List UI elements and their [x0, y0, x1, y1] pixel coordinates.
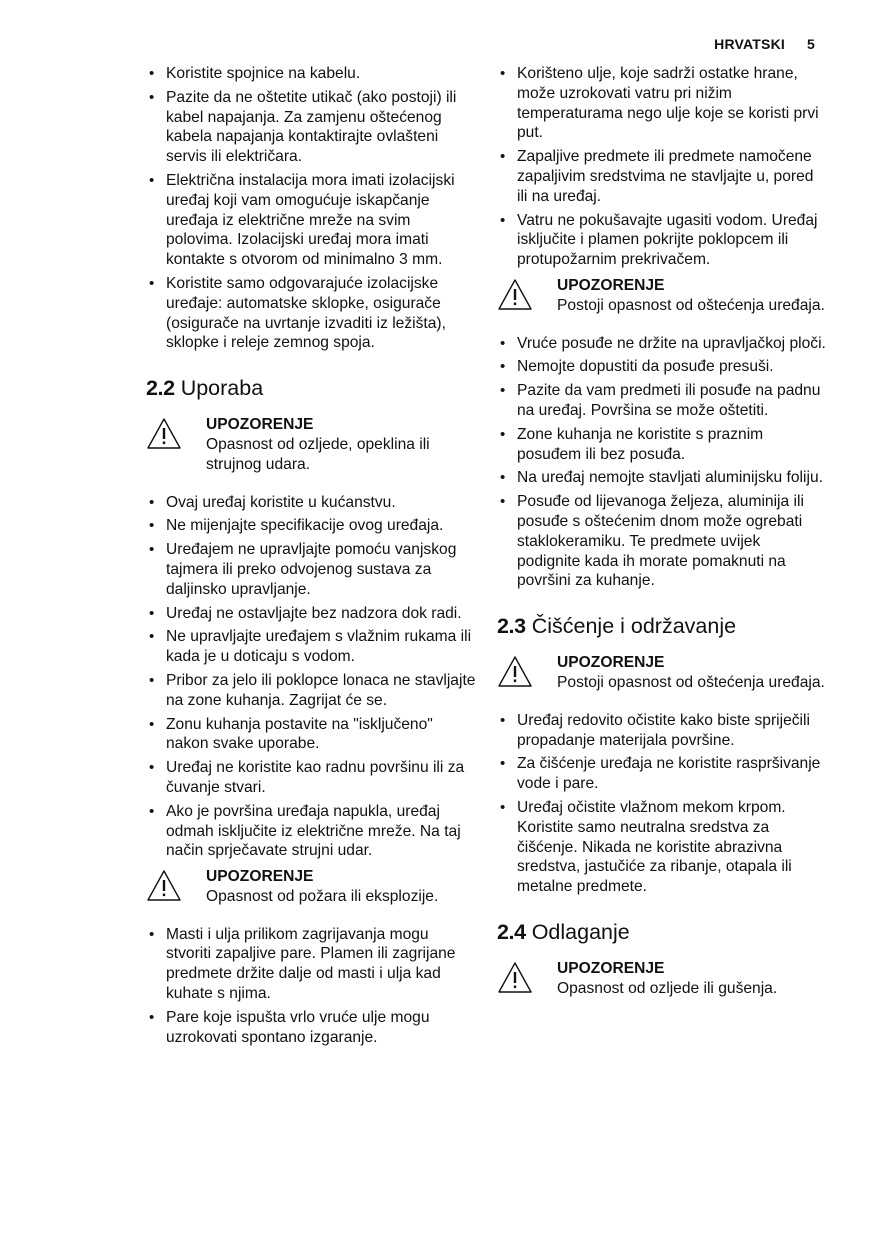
list-item: • Posuđe od lijevanoga željeza, aluminija ili posuđe s oštećenim dnom može ogrebati staklokeramiku. Te predmete uvijek podignite kada ih morate pomaknuti na površini za kuhanje. — [497, 492, 827, 591]
header-section: HRVATSKI — [714, 36, 785, 52]
list-item: • Uređajem ne upravljajte pomoću vanjskog tajmera ili preko odvojenog sustava za daljinsko upravljanje. — [146, 540, 476, 599]
list-item: • Vruće posuđe ne držite na upravljačkoj ploči. — [497, 334, 827, 354]
list-item: • Koristite spojnice na kabelu. — [146, 64, 476, 84]
list-item: • Zapaljive predmete ili predmete namočene zapaljivim sredstvima ne stavljajte u, pored ili na uređaj. — [497, 147, 827, 206]
bullet-list — [497, 334, 827, 592]
list-item: • Električna instalacija mora imati izolacijski uređaj koji vam omogućuje iskapčanje uređaja iz električne mreže na svim polovima. Izolacijski uređaj mora imati kontakte s otvorom od minimalno 3 mm. — [146, 171, 476, 270]
page-header — [714, 36, 815, 52]
bullet-list — [146, 493, 476, 862]
list-item: • Pare koje ispušta vrlo vruće ulje mogu uzrokovati spontano izgaranje. — [146, 1008, 476, 1048]
warning-title: UPOZORENJE — [206, 868, 314, 886]
warning-title: UPOZORENJE — [206, 416, 314, 434]
bullet-list — [497, 711, 827, 897]
list-item: • Ne mijenjajte specifikacije ovog uređaja. — [146, 516, 476, 536]
warning-text: Opasnost od ozljede, opeklina ili strujnog udara. — [206, 435, 430, 473]
list-item: • Pribor za jelo ili poklopce lonaca ne stavljajte na zone kuhanja. Zagrijat će se. — [146, 671, 476, 711]
list-item: • Uređaj očistite vlažnom mekom krpom. Koristite samo neutralna sredstva za čišćenje. Nikada ne koristite abrazivna sredstva, jastučiće za ribanje, otapala ili metalne predmete. — [497, 798, 827, 897]
list-item: • Za čišćenje uređaja ne koristite raspršivanje vode i pare. — [497, 754, 827, 794]
right-column — [497, 64, 827, 1016]
warning-triangle-icon — [497, 276, 557, 316]
warning-title: UPOZORENJE — [557, 654, 665, 672]
warning-triangle-icon — [497, 959, 557, 999]
list-item: • Uređaj ne ostavljajte bez nadzora dok radi. — [146, 604, 476, 624]
list-item: • Ne upravljajte uređajem s vlažnim rukama ili kada je u doticaju s vodom. — [146, 627, 476, 667]
section-title: Odlaganje — [531, 919, 630, 944]
bullet-list — [497, 64, 827, 270]
list-item: • Na uređaj nemojte stavljati aluminijsku foliju. — [497, 468, 827, 488]
warning-box — [146, 867, 476, 907]
list-item: • Pazite da vam predmeti ili posuđe na padnu na uređaj. Površina se može oštetiti. — [497, 381, 827, 421]
list-item: • Pazite da ne oštetite utikač (ako postoji) ili kabel napajanja. Za zamjenu oštećenog kabela napajanja kontaktirajte ovlašteni servis ili električara. — [146, 88, 476, 167]
section-heading — [497, 919, 827, 945]
section-number: 2.4 — [497, 919, 526, 944]
warning-triangle-icon — [497, 653, 557, 693]
section-title: Čišćenje i održavanje — [531, 614, 737, 639]
list-item: • Masti i ulja prilikom zagrijavanja mogu stvoriti zapaljive pare. Plamen ili zagrijane predmete držite dalje od masti i ulja kad kuhate s njima. — [146, 925, 476, 1004]
warning-box — [497, 959, 827, 999]
section-number: 2.3 — [497, 614, 526, 639]
warning-box — [497, 653, 827, 693]
section-number: 2.2 — [146, 376, 175, 401]
warning-text: Opasnost od požara ili eksplozije. — [206, 887, 439, 905]
bullet-list — [146, 925, 476, 1048]
list-item: • Ovaj uređaj koristite u kućanstvu. — [146, 493, 476, 513]
list-item: • Ako je površina uređaja napukla, uređaj odmah isključite iz električne mreže. Na taj način sprječavate strujni udar. — [146, 802, 476, 861]
list-item: • Nemojte dopustiti da posuđe presuši. — [497, 357, 827, 377]
warning-text: Opasnost od ozljede ili gušenja. — [557, 979, 778, 997]
list-item: • Korišteno ulje, koje sadrži ostatke hrane, može uzrokovati vatru pri nižim temperaturama nego ulje koje se koristi prvi put. — [497, 64, 827, 143]
page-number: 5 — [807, 36, 815, 52]
list-item: • Uređaj redovito očistite kako biste spriječili propadanje materijala površine. — [497, 711, 827, 751]
list-item: • Uređaj ne koristite kao radnu površinu ili za čuvanje stvari. — [146, 758, 476, 798]
left-column — [146, 64, 476, 1051]
warning-triangle-icon — [146, 415, 206, 474]
list-item: • Zonu kuhanja postavite na "isključeno" nakon svake uporabe. — [146, 715, 476, 755]
warning-box — [497, 276, 827, 316]
list-item: • Zone kuhanja ne koristite s praznim posuđem ili bez posuđa. — [497, 425, 827, 465]
warning-text: Postoji opasnost od oštećenja uređaja. — [557, 296, 825, 314]
warning-text: Postoji opasnost od oštećenja uređaja. — [557, 673, 825, 691]
section-title: Uporaba — [180, 376, 264, 401]
warning-box — [146, 415, 476, 474]
warning-title: UPOZORENJE — [557, 276, 665, 294]
section-heading — [146, 375, 476, 401]
section-heading — [497, 613, 827, 639]
warning-triangle-icon — [146, 867, 206, 907]
warning-title: UPOZORENJE — [557, 959, 665, 977]
list-item: • Vatru ne pokušavajte ugasiti vodom. Uređaj isključite i plamen pokrijte poklopcem ili protupožarnim prekrivačem. — [497, 211, 827, 270]
list-item: • Koristite samo odgovarajuće izolacijske uređaje: automatske sklopke, osigurače (osigurače na uvrtanje izvaditi iz ležišta), sklopke i releje zemnog spoja. — [146, 274, 476, 353]
bullet-list — [146, 64, 476, 353]
